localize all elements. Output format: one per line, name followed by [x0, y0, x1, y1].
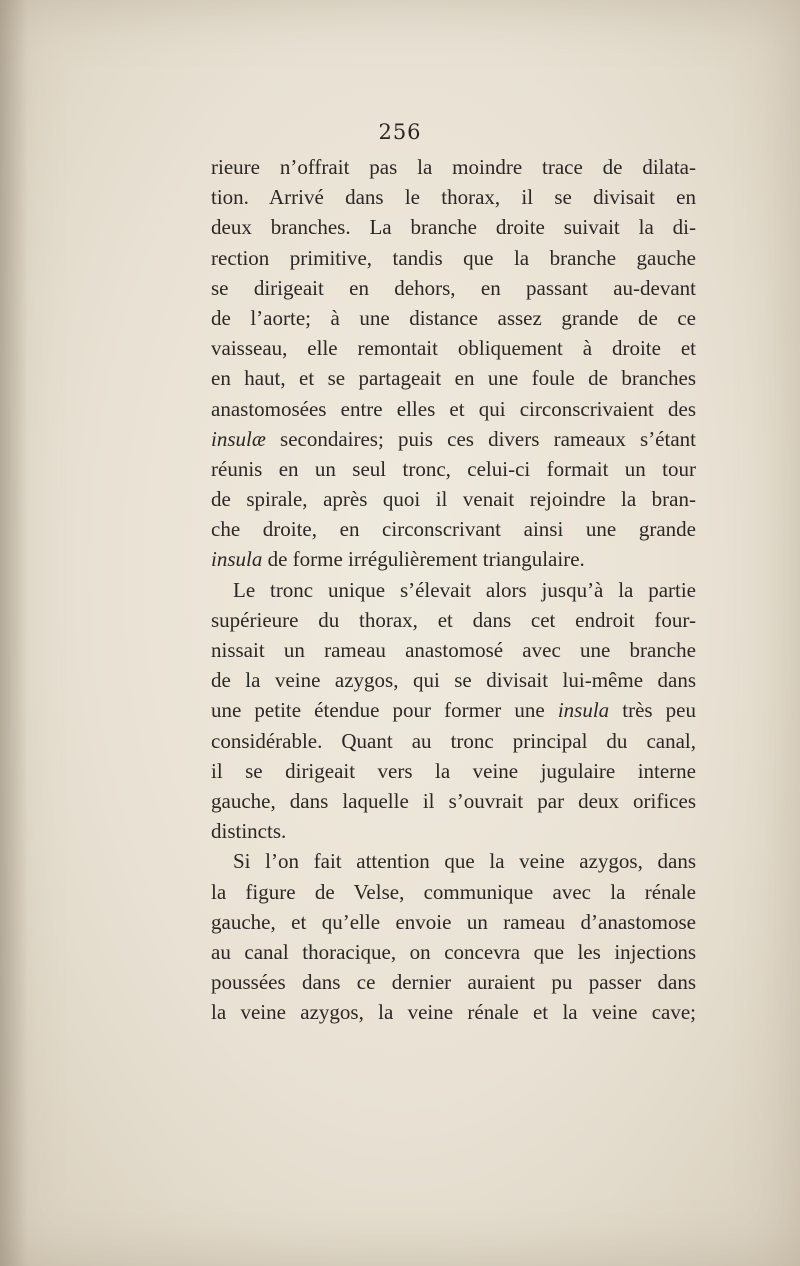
- text-run: de spirale, après quoi il venait rejoindre la bran-: [211, 487, 696, 512]
- text-line: [211, 907, 696, 937]
- text-run: che droite, en circonscrivant ainsi une grande: [211, 517, 696, 542]
- text-line: [211, 243, 696, 273]
- text-run: se dirigeait en dehors, en passant au-devant: [211, 275, 696, 300]
- text-run: nissait un rameau anastomosé avec une branche: [211, 638, 696, 662]
- text-run: deux branches. La branche droite suivait la di-: [211, 215, 696, 240]
- text-line: [211, 544, 696, 574]
- text-line: [211, 665, 696, 695]
- text-run: Si l’on fait attention que la veine azygos, dans: [233, 849, 696, 874]
- text-line: [211, 333, 696, 363]
- text-run: la figure de Velse, communique avec la rénale: [211, 879, 696, 904]
- text-run: de l’aorte; à une distance assez grande de ce: [211, 305, 696, 330]
- text-line: [211, 786, 696, 816]
- text-run: Le tronc unique s’élevait alors jusqu’à la partie: [233, 577, 696, 602]
- text-line: [211, 726, 696, 756]
- text-run: gauche, dans laquelle il s’ouvrait par deux orifices: [211, 788, 696, 813]
- text-line: [211, 212, 696, 242]
- text-run: il se dirigeait vers la veine jugulaire interne: [211, 758, 696, 783]
- spine-shadow: [0, 0, 28, 1266]
- text-run: anastomosées entre elles et qui circonscrivaient des: [211, 396, 696, 421]
- text-run: de la veine azygos, qui se divisait lui-même dans: [211, 668, 696, 693]
- text-line: [211, 424, 696, 454]
- text-line: [211, 967, 696, 997]
- text-line: [211, 484, 696, 514]
- text-run: rieure n’offrait pas la moindre trace de dilata-: [211, 155, 696, 179]
- italic-term: insula: [211, 547, 263, 572]
- body-text: [211, 152, 696, 1027]
- text-line: [211, 273, 696, 303]
- text-run: rection primitive, tandis que la branche gauche: [211, 245, 696, 270]
- text-line: [211, 152, 696, 182]
- text-run: réunis en un seul tronc, celui-ci formait un tour: [211, 456, 696, 481]
- text-run: secondaires; puis ces divers rameaux s’étant: [265, 426, 696, 451]
- text-run: très peu: [609, 698, 696, 723]
- text-line: [211, 846, 696, 876]
- text-line: [211, 695, 696, 725]
- text-run: au canal thoracique, on concevra que les injections: [211, 939, 696, 964]
- text-line: [211, 877, 696, 907]
- text-line: [211, 816, 696, 846]
- text-line: [211, 454, 696, 484]
- text-run: gauche, et qu’elle envoie un rameau d’anastomose: [211, 909, 696, 934]
- text-line: [211, 575, 696, 605]
- text-run: vaisseau, elle remontait obliquement à droite et: [211, 336, 696, 361]
- text-run: la veine azygos, la veine rénale et la veine cave;: [211, 1000, 696, 1025]
- text-run: en haut, et se partageait en une foule de branches: [211, 366, 696, 391]
- italic-term: insulæ: [211, 426, 266, 451]
- text-run: distincts.: [211, 819, 287, 844]
- text-line: [211, 997, 696, 1027]
- text-line: [211, 303, 696, 333]
- text-line: [211, 756, 696, 786]
- page-number: 256: [378, 120, 422, 144]
- text-line: [211, 394, 696, 424]
- text-line: [211, 514, 696, 544]
- text-line: [211, 605, 696, 635]
- text-run: de forme irrégulièrement triangulaire.: [262, 547, 585, 572]
- italic-term: insula: [557, 698, 610, 723]
- text-line: [211, 363, 696, 393]
- text-run: considérable. Quant au tronc principal du canal,: [211, 728, 696, 753]
- text-run: tion. Arrivé dans le thorax, il se divisait en: [211, 185, 696, 210]
- text-line: [211, 937, 696, 967]
- text-line: [211, 182, 696, 212]
- text-run: poussées dans ce dernier auraient pu passer dans: [211, 970, 696, 995]
- text-run: supérieure du thorax, et dans cet endroit four-: [211, 607, 696, 632]
- text-line: [211, 635, 696, 665]
- text-run: une petite étendue pour former une: [211, 698, 558, 723]
